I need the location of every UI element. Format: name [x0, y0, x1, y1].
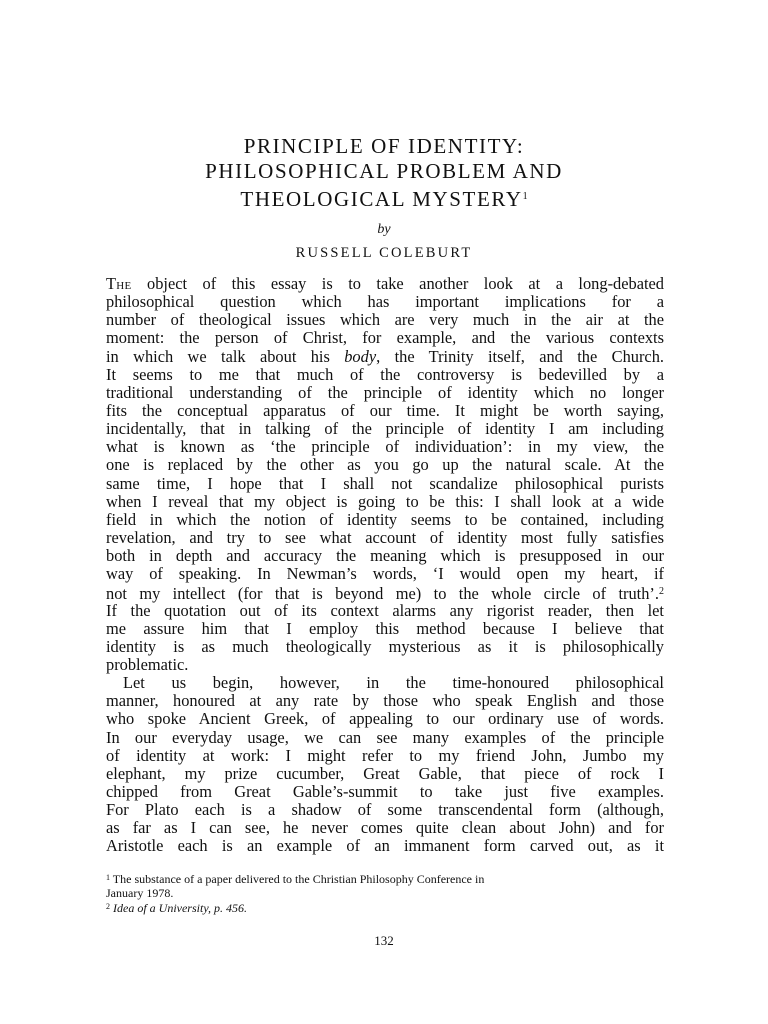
body-line: moment: the person of Christ, for example, and the various contexts [106, 328, 664, 348]
body-line: chipped from Great Gable’s-summit to take just five examples. [106, 781, 664, 801]
body-line: when I reveal that my object is going to be this: I shall look at a wide [106, 491, 664, 511]
emphasis-body: body [344, 346, 377, 366]
body-line: field in which the notion of identity seems to be contained, including [106, 509, 664, 529]
body-line: incidentally, that in talking of the principle of identity I am including [106, 419, 664, 439]
body-line: fits the conceptual apparatus of our time. It might be worth saying, [106, 400, 664, 420]
body-line [106, 275, 664, 293]
page-number: 132 [374, 933, 394, 948]
title-line-3-text: THEOLOGICAL MYSTERY [240, 187, 523, 211]
body-line: If the quotation out of its context alarms any rigorist reader, then let [106, 600, 664, 620]
footnote-2-text: Idea of a University, p. 456. [110, 901, 247, 915]
body-line: both in depth and accuracy the meaning which is presupposed in our [106, 546, 664, 566]
opening-word: The [106, 274, 132, 293]
body-line: revelation, and try to see what account of identity most fully satisfies [106, 527, 664, 547]
footnote-2-number: 2 [106, 902, 110, 911]
body-line [106, 348, 664, 366]
author-name: RUSSELL COLEBURT [295, 245, 473, 261]
body-line: same time, I hope that I shall not scandalize philosophical purists [106, 473, 664, 493]
body-line: of identity at work: I might refer to my friend John, Jumbo my [106, 745, 664, 765]
body-line: identity is as much theologically mysterious as it is philosophically [106, 636, 664, 656]
body-line-text: not my intellect (for that is beyond me) to the whole circle of truth’. [106, 584, 659, 604]
title-line-1: PRINCIPLE OF IDENTITY: [243, 134, 525, 158]
body-line: problematic. [106, 654, 189, 674]
body-line: me assure him that I employ this method because I believe that [106, 618, 664, 638]
body-line: way of speaking. In Newman’s words, ‘I would open my heart, if [106, 564, 664, 584]
body-line-text: in which we talk about his [106, 346, 345, 366]
article-title [0, 134, 768, 212]
body-line: philosophical question which has important implications for a [106, 292, 664, 312]
body-line: For Plato each is a shadow of some transcendental form (although, [106, 800, 664, 820]
body-line: It seems to me that much of the controversy is bedevilled by a [106, 364, 664, 384]
body-line: what is known as ‘the principle of individuation’: in my view, the [106, 437, 664, 457]
body-line: who spoke Ancient Greek, of appealing to our ordinary use of words. [106, 709, 664, 729]
body-line: elephant, my prize cucumber, Great Gable, that piece of rock I [106, 763, 664, 783]
body-line: In our everyday usage, we can see many examples of the principle [106, 727, 664, 747]
body-line-text: object of this essay is to take another look at a long-debated [131, 274, 664, 293]
footnote-1-number: 1 [106, 873, 110, 882]
footnote-1-continued: January 1978. [106, 885, 174, 900]
body-line: number of theological issues which are very much in the air at the [106, 310, 664, 330]
footnote-1 [106, 871, 664, 886]
body-line: traditional understanding of the principle of identity which no longer [106, 382, 664, 402]
byline: by [377, 222, 391, 237]
body-line-paragraph-start: Let us begin, however, in the time-honoured philosophical [123, 673, 664, 693]
footnotes [106, 871, 664, 915]
title-line-2: PHILOSOPHICAL PROBLEM AND [205, 159, 563, 183]
body-line [106, 583, 664, 604]
body-line: as far as I can see, he never comes quite clean about John) and for [106, 818, 664, 838]
footnote-ref-2[interactable]: 2 [659, 586, 664, 598]
title-line-3 [0, 184, 768, 212]
body-line: manner, honoured at any rate by those who speak English and those [106, 691, 664, 711]
body-line: Aristotle each is an example of an immanent form carved out, as it [106, 836, 664, 856]
title-footnote-ref[interactable]: 1 [522, 191, 528, 202]
article-body [106, 275, 664, 856]
footnote-1-text: The substance of a paper delivered to the Christian Philosophy Conference in [110, 872, 485, 886]
footnote-2 [106, 900, 664, 915]
body-line: one is replaced by the other as you go up the natural scale. At the [106, 455, 664, 475]
body-line-text: , the Trinity itself, and the Church. [376, 346, 664, 366]
